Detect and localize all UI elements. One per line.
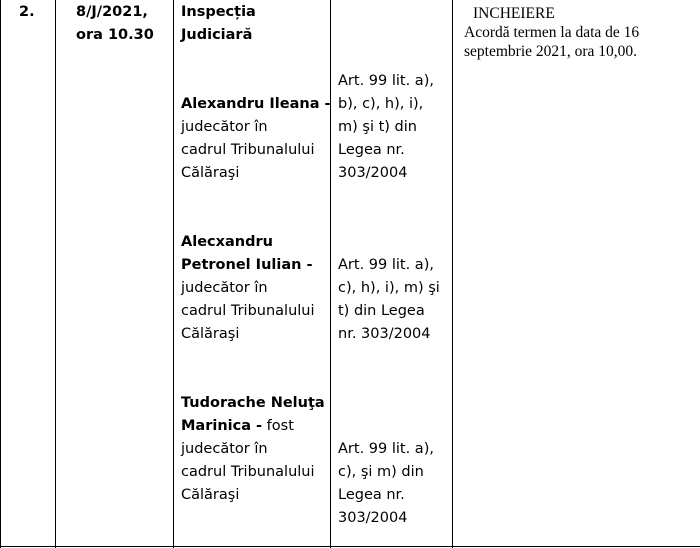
legal-basis: 303/2004 [338, 165, 408, 181]
case-id: 8/J/2021, [76, 4, 148, 20]
column-divider [55, 0, 56, 548]
decision-title: INCHEIERE [473, 5, 555, 22]
legal-basis: Legea nr. [338, 142, 405, 158]
legal-basis: nr. 303/2004 [338, 326, 431, 342]
decision-text: septembrie 2021, ora 10,00. [464, 43, 638, 60]
legal-basis: c), h), i), m) şi [338, 280, 440, 296]
case-time: ora 10.30 [76, 27, 154, 43]
legal-basis: c), şi m) din [338, 464, 424, 480]
defendant-name [181, 415, 294, 438]
column-divider [0, 0, 1, 548]
defendant-name: Petronel Iulian - [181, 257, 313, 273]
defendant-role: cadrul Tribunalului [181, 303, 315, 319]
column-divider [173, 0, 174, 548]
defendant-role: cadrul Tribunalului [181, 142, 315, 158]
legal-basis: Legea nr. [338, 487, 405, 503]
defendant-role: Călăraşi [181, 326, 240, 342]
row-bottom-border [0, 546, 700, 547]
defendant-name: Alexandru Ileana - [181, 96, 331, 112]
defendant-role: Călăraşi [181, 165, 240, 181]
defendant-name-rest: fost [262, 418, 294, 434]
defendant-name-bold: Marinica - [181, 418, 263, 434]
legal-basis: b), c), h), i), [338, 96, 424, 112]
column-divider [330, 0, 331, 548]
legal-basis: t) din Legea [338, 303, 425, 319]
plaintiff: Inspecția [181, 4, 256, 20]
legal-basis: m) şi t) din [338, 119, 417, 135]
legal-basis: Art. 99 lit. a), [338, 73, 434, 89]
row-number: 2. [19, 4, 35, 20]
defendant-role: Călăraşi [181, 487, 240, 503]
legal-basis: Art. 99 lit. a), [338, 257, 434, 273]
defendant-name: Tudorache Neluţa [181, 395, 325, 411]
legal-basis: Art. 99 lit. a), [338, 441, 434, 457]
plaintiff-cont: Judiciară [181, 27, 253, 43]
defendant-name: Alecxandru [181, 234, 273, 250]
column-divider [452, 0, 453, 548]
defendant-role: judecător în [181, 280, 268, 296]
decision-text: Acordă termen la data de 16 [464, 24, 640, 41]
defendant-role: judecător în [181, 441, 268, 457]
defendant-role: judecător în [181, 119, 268, 135]
legal-basis: 303/2004 [338, 510, 408, 526]
defendant-role: cadrul Tribunalului [181, 464, 315, 480]
